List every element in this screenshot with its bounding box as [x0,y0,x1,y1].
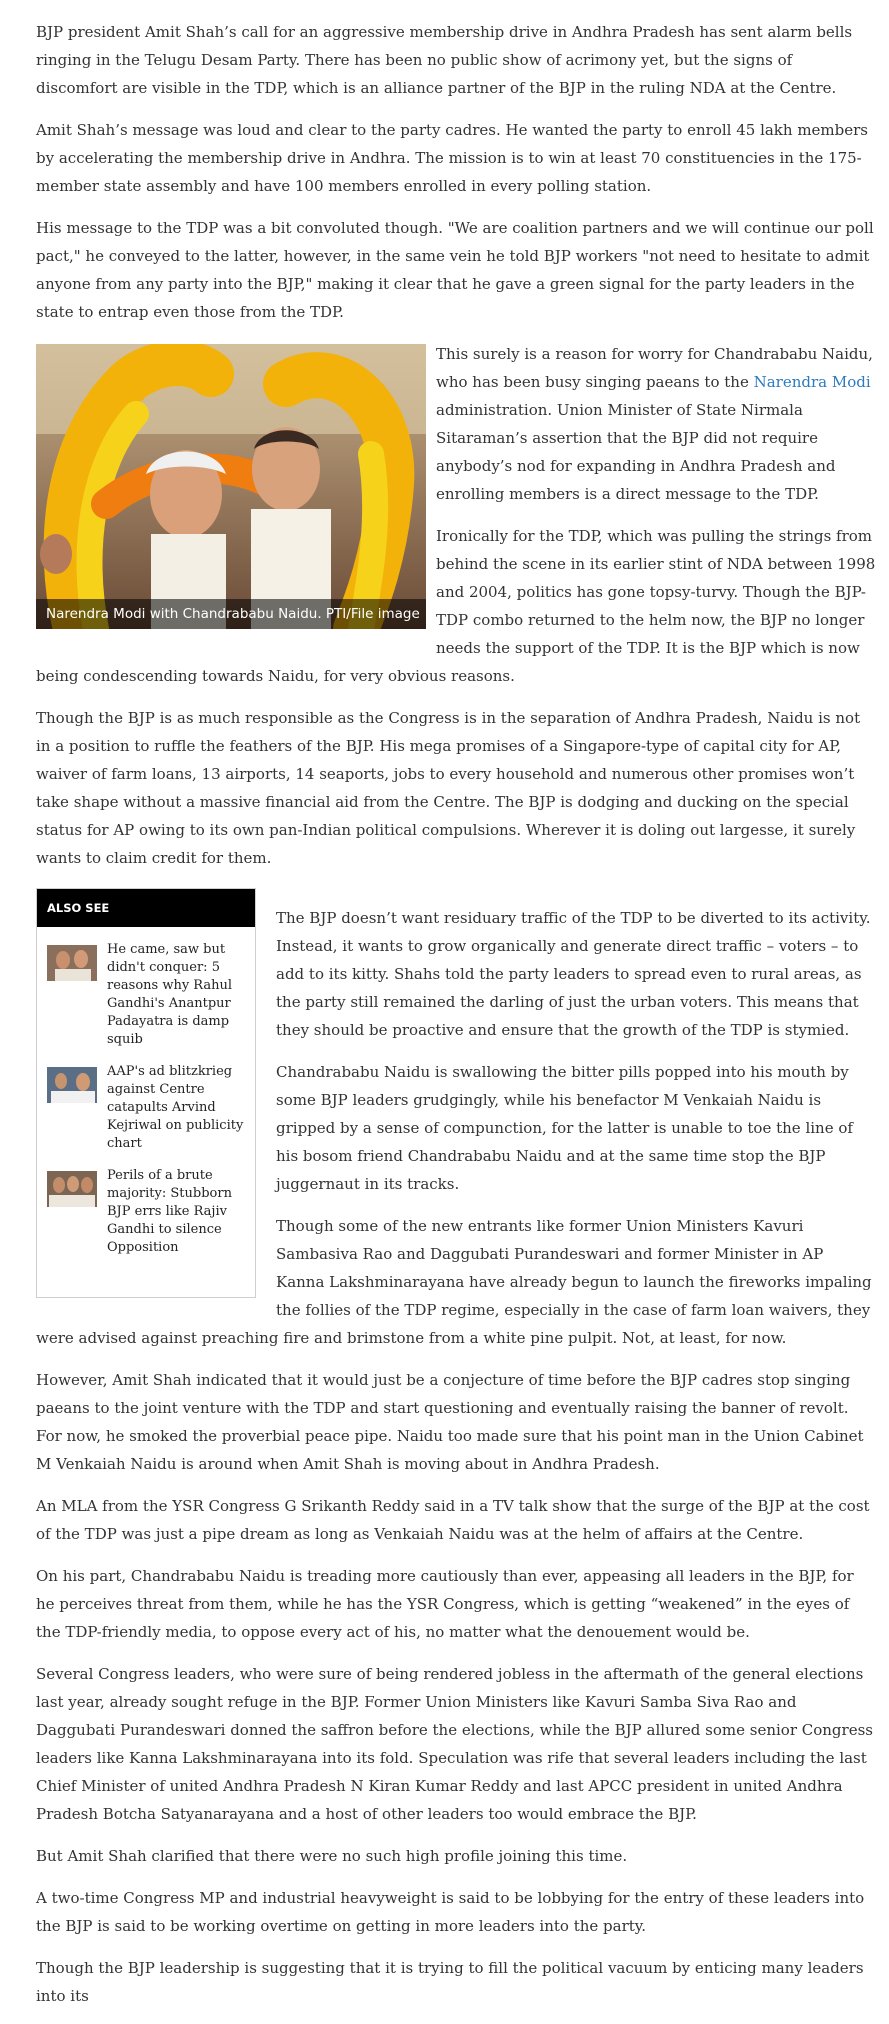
also-see-title[interactable]: AAP's ad blitzkrieg against Centre catapults Arvind Kejriwal on publicity chart [107,1064,244,1151]
paragraph-16: Though the BJP leadership is suggesting that it is trying to fill the political vacuum by enticing many leaders into its [36,1959,864,2005]
paragraph-12: On his part, Chandrababu Naidu is treading more cautiously than ever, appeasing all leaders in the BJP, for he perceives threat from them, while he has the YSR Congress, which is getting “weakened” in the eyes of the TDP-friendly media, to oppose every act of his, no matter what the denouement would be. [36,1567,854,1641]
thumbnail-image[interactable] [47,1171,97,1207]
also-see-title[interactable]: Perils of a brute majority: Stubborn BJP errs like Rajiv Gandhi to silence Opposition [107,1168,232,1255]
also-see-item[interactable] [47,1167,255,1257]
paragraph-5: Ironically for the TDP, which was pulling the strings from behind the scene in its earlier stint of NDA between 1998 and 2004, politics has gone topsy-turvy. Though the BJP-TDP combo returned to the helm now, the BJP no longer needs the support of the TDP. It is the BJP which is now being condescending towards Naidu, for very obvious reasons. [36,527,876,685]
also-see-item[interactable] [47,1063,255,1153]
paragraph-14: But Amit Shah clarified that there were no such high profile joining this time. [36,1847,628,1865]
paragraph-6: Though the BJP is as much responsible as the Congress is in the separation of Andhra Pradesh, Naidu is not in a position to ruffle the feathers of the BJP. His mega promises of a Singapore-type of capital city for AP, waiver of farm loans, 13 airports, 14 seaports, jobs to every household and numerous other promises won’t take shape without a massive financial aid from the Centre. The BJP is dodging and ducking on the special status for AP owing to its own pan-Indian political compulsions. Wherever it is doling out largesse, it surely wants to claim credit for them. [36,709,861,867]
paragraph-3: His message to the TDP was a bit convoluted though. "We are coalition partners and we will continue our poll pact," he conveyed to the latter, however, in the same vein he told BJP workers "not need to hesitate to admit anyone from any party into the BJP," making it clear that he gave a green signal for the party leaders in the state to entrap even those from the TDP. [36,219,874,321]
also-see-box [36,888,256,1298]
paragraph-9: Though some of the new entrants like former Union Ministers Kavuri Sambasiva Rao and Daggubati Purandeswari and former Minister in AP Kanna Lakshminarayana have already begun to launch the fireworks impaling the follies of the TDP regime, especially in the case of farm loan waivers, they were advised against preaching fire and brimstone from a white pine pulpit. Not, at least, for now. [36,1217,872,1347]
paragraph-13: Several Congress leaders, who were sure of being rendered jobless in the aftermath of the general elections last year, already sought refuge in the BJP. Former Union Ministers like Kavuri Samba Siva Rao and Daggubati Purandeswari donned the saffron before the elections, while the BJP allured some senior Congress leaders like Kanna Lakshminarayana into its fold. Speculation was rife that several leaders including the last Chief Minister of united Andhra Pradesh N Kiran Kumar Reddy and last APCC president in united Andhra Pradesh Botcha Satyanarayana and a host of other leaders too would embrace the BJP. [36,1665,873,1823]
paragraph-7: The BJP doesn’t want residuary traffic of the TDP to be diverted to its activity. Instead, it wants to grow organically and generate direct traffic – voters – to add to its kitty. Shahs told the party leaders to spread even to rural areas, as the party still remained the darling of just the urban voters. This means that they should be proactive and ensure that the growth of the TDP is stymied. [276,909,871,1039]
thumbnail-image[interactable] [47,1067,97,1103]
photo-caption: Narendra Modi with Chandrababu Naidu. PTI/File image [36,599,426,629]
paragraph-4-after: administration. Union Minister of State Nirmala Sitaraman’s assertion that the BJP did not require anybody’s nod for expanding in Andhra Pradesh and enrolling members is a direct message to the TDP. [436,401,836,503]
photo-illustration [36,344,426,629]
also-see-list [37,927,255,1257]
paragraph-8: Chandrababu Naidu is swallowing the bitter pills popped into his mouth by some BJP leaders grudgingly, while his benefactor M Venkaiah Naidu is gripped by a sense of compunction, for the latter is unable to toe the line of his bosom friend Chandrababu Naidu and at the same time stop the BJP juggernaut in its tracks. [276,1063,853,1193]
also-see-heading: ALSO SEE [37,889,255,927]
article-photo[interactable] [36,344,426,629]
paragraph-4-before: This surely is a reason for worry for Chandrababu Naidu, who has been busy singing paeans to the [436,345,873,391]
also-see-title[interactable]: He came, saw but didn't conquer: 5 reasons why Rahul Gandhi's Anantpur Padayatra is damp squib [107,942,233,1047]
narendra-modi-link[interactable]: Narendra Modi [753,373,871,391]
article-body [36,0,876,2024]
paragraph-10: However, Amit Shah indicated that it would just be a conjecture of time before the BJP cadres stop singing paeans to the joint venture with the TDP and start questioning and eventually raising the banner of revolt. For now, he smoked the proverbial peace pipe. Naidu too made sure that his point man in the Union Cabinet M Venkaiah Naidu is around when Amit Shah is moving about in Andhra Pradesh. [36,1371,864,1473]
also-see-item[interactable] [47,941,255,1049]
thumbnail-image[interactable] [47,945,97,981]
paragraph-1: BJP president Amit Shah’s call for an aggressive membership drive in Andhra Pradesh has sent alarm bells ringing in the Telugu Desam Party. There has been no public show of acrimony yet, but the signs of discomfort are visible in the TDP, which is an alliance partner of the BJP in the ruling NDA at the Centre. [36,23,853,97]
paragraph-15: A two-time Congress MP and industrial heavyweight is said to be lobbying for the entry of these leaders into the BJP is said to be working overtime on getting in more leaders into the party. [36,1889,865,1935]
paragraph-2: Amit Shah’s message was loud and clear to the party cadres. He wanted the party to enroll 45 lakh members by accelerating the membership drive in Andhra. The mission is to win at least 70 constituencies in the 175-member state assembly and have 100 members enrolled in every polling station. [36,121,868,195]
paragraph-11: An MLA from the YSR Congress G Srikanth Reddy said in a TV talk show that the surge of the BJP at the cost of the TDP was just a pipe dream as long as Venkaiah Naidu was at the helm of affairs at the Centre. [36,1497,870,1543]
